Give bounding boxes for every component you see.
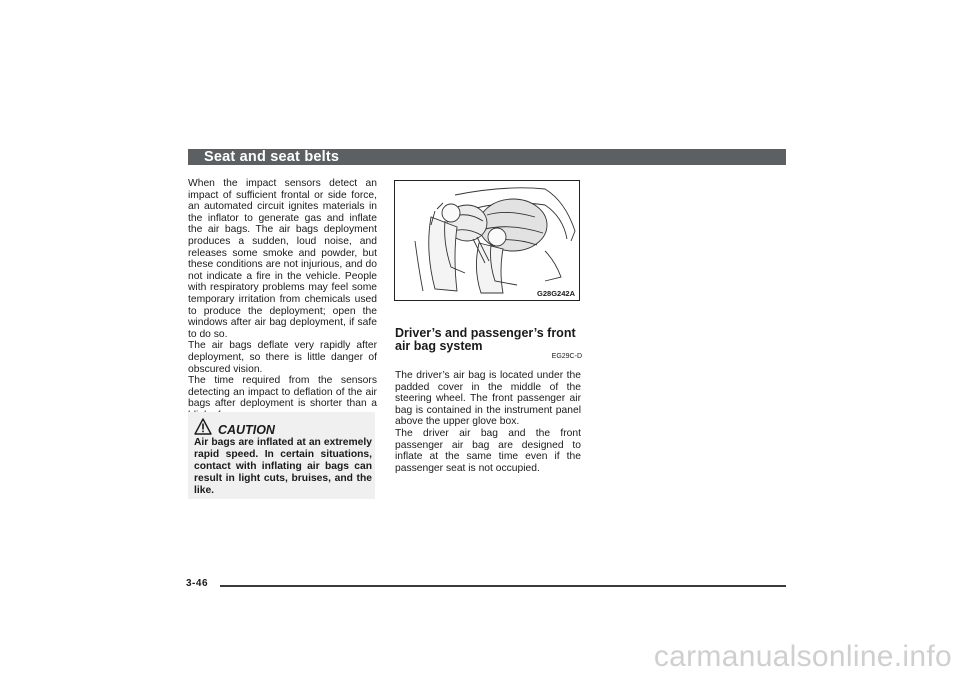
caution-title: CAUTION <box>218 423 275 437</box>
paragraph-deflation: The air bags deflate very rapidly after deployment, so there is little danger of obscured vision. <box>188 340 377 375</box>
paragraph-timing: The time required from the sensors detecting an impact to deflation of the air bags after deployment is shorter than a <box>188 375 377 410</box>
paragraph-airbag-location: The driver’s air bag is located under the padded cover in the middle of the steering wheel. The front passenger air bag is contained in the instrument panel above the upper glove box. <box>395 370 581 428</box>
airbag-illustration <box>394 180 580 301</box>
paragraph-impact-sensors: When the impact sensors detect an impact of sufficient frontal or side force, an automated circuit ignites materials in the inflator to generate gas and inflate the air bags. The air bags deployment produces a sudden, loud noise, and releases some smoke and powder, but these conditions are not injurious, and do not indicate a fire in the vehicle. People with respiratory problems may feel some temporary irritation from chemicals used to produce the deployment; open the windows after air bag deployment, if safe to do so. <box>188 178 377 340</box>
warning-triangle-icon <box>194 418 212 436</box>
section-code: EG29C-D <box>551 353 582 360</box>
paragraph-airbag-inflation: The driver air bag and the front passenger air bag are designed to inflate at the same time even if the passenger seat is not occupied. <box>395 427 581 474</box>
watermark: carmanualsonline.info <box>653 640 952 673</box>
airbag-deployment-drawing <box>395 181 581 302</box>
section-heading: Driver’s and passenger’s front air bag system <box>395 326 576 353</box>
footer-rule <box>220 585 786 587</box>
caution-box <box>188 412 375 499</box>
left-column-text <box>188 178 377 421</box>
figure-label: G28G242A <box>537 289 575 298</box>
section-title: Seat and seat belts <box>204 149 340 165</box>
right-column-text <box>395 370 581 474</box>
section-header-bar <box>188 149 786 165</box>
page-number: 3-46 <box>186 578 209 589</box>
caution-text: Air bags are inflated at an extremely rapid speed. In certain situations, contact with inflating air bags can result in light cuts, bruises, and the like. <box>194 437 372 496</box>
